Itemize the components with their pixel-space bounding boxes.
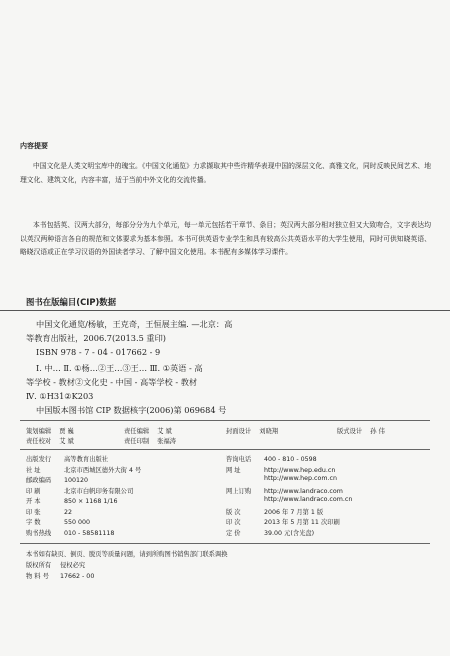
cip-title: 图书在版编目(CIP)数据: [26, 297, 117, 307]
material-number: 物 料 号 17662 - 00: [26, 573, 95, 580]
cip-divider: [0, 310, 450, 311]
publication-right-column: [226, 454, 352, 538]
pub-row: 印 次 2013 年 5 月第 11 次印刷: [226, 519, 340, 526]
footer-divider: [20, 543, 430, 544]
pub-row: 印 刷 北京市白帆印务有限公司: [26, 487, 134, 495]
printing-supervisor: 责任印制 张福涛: [124, 438, 177, 445]
staff-divider: [20, 420, 430, 421]
cip-line-6: Ⅳ. ①H31②K203: [26, 391, 94, 401]
layout-design: 版式设计 孙 伟: [337, 428, 385, 435]
pub-row: 版 次 2006 年 7 月第 1 版: [226, 508, 324, 516]
publication-divider: [20, 449, 430, 450]
responsible-editor: 责任编辑 艾 斌: [124, 428, 172, 435]
order-link[interactable]: http://www.landraco.com: [264, 487, 343, 495]
proofreader: 责任校对 艾 斌: [26, 438, 74, 445]
summary-paragraph-1: 中国文化是人类文明宝库中的瑰宝。《中国文化通览》力求撷取其中些许精华表现中国的深层文化、高雅文化，同时反映民间艺术、地理文化、建筑文化，内容丰富，适于当前中外文化的交流传播。: [20, 162, 431, 184]
pub-row: 出版发行 高等教育出版社: [26, 456, 109, 463]
pub-row: 邮政编码 100120: [26, 477, 89, 484]
website-link[interactable]: http://www.hep.com.cn: [264, 475, 337, 482]
order-link[interactable]: http://www.landraco.com.cn: [264, 496, 353, 503]
cover-design: 封面设计 刘晓翔: [226, 428, 279, 435]
pub-row: 定 价 39.00 元(含光盘): [226, 529, 315, 537]
pub-row: 开 本 850 × 1168 1/16: [26, 498, 118, 505]
quality-notice: 本书如有缺页、倒页、脱页等质量问题，请到所购图书销售部门联系调换: [26, 551, 228, 558]
pub-row: 字 数 550 000: [26, 519, 91, 526]
pub-row: 社 址 北京市西城区德外大街 4 号: [26, 466, 142, 474]
pub-row: 印 张 22: [26, 508, 73, 516]
cip-line-7: 中国版本图书馆 CIP 数据核字(2006)第 069684 号: [36, 405, 227, 415]
cip-line-2: 等教育出版社，2006.7(2013.5 重印): [26, 333, 166, 343]
pub-row: 购书热线 010 - 58581118: [26, 529, 115, 537]
website-link[interactable]: http://www.hep.edu.cn: [264, 466, 336, 474]
summary-paragraph-2: 本书包括英、汉两大部分，每部分分为九个单元，每一单元包括若干章节、条目；英汉两大部分相对独立但又大致吻合，文字表达均以英汉两种语言各自的规范和文体要求为基本参照。本书可供英语专业学生和具有较高公共英语水平的大学生使用，同时可供知晓英语、略晓汉语或正在学习汉语的外国读者学习、了解中国文化使用。本书配有多媒体学习课件。: [20, 221, 431, 257]
cip-line-3: ISBN 978 - 7 - 04 - 017662 - 9: [36, 347, 161, 357]
pub-row: 咨询电话 400 - 810 - 0598: [226, 456, 317, 463]
publication-left-column: [26, 454, 141, 538]
pub-row: 网 址 http://www.hep.edu.cn: [226, 466, 336, 474]
cip-line-4: Ⅰ. 中… Ⅱ. ①杨…②王…③王… Ⅲ. ①英语 - 高: [36, 363, 203, 373]
pub-row: [226, 496, 352, 507]
planning-editor: 策划编辑 贾 巍: [26, 428, 74, 435]
summary-title: 内容提要: [20, 142, 48, 150]
cip-line-1: 中国文化通览/杨敏，王克奇，王恒展主编. —北京：高: [36, 319, 233, 329]
pub-row: [226, 475, 352, 486]
copyright-line: 版权所有 侵权必究: [26, 562, 86, 569]
cip-line-5: 等学校 - 教材②文化史 - 中国 - 高等学校 - 教材: [26, 377, 198, 387]
pub-row: 网上订购 http://www.landraco.com: [226, 487, 343, 495]
